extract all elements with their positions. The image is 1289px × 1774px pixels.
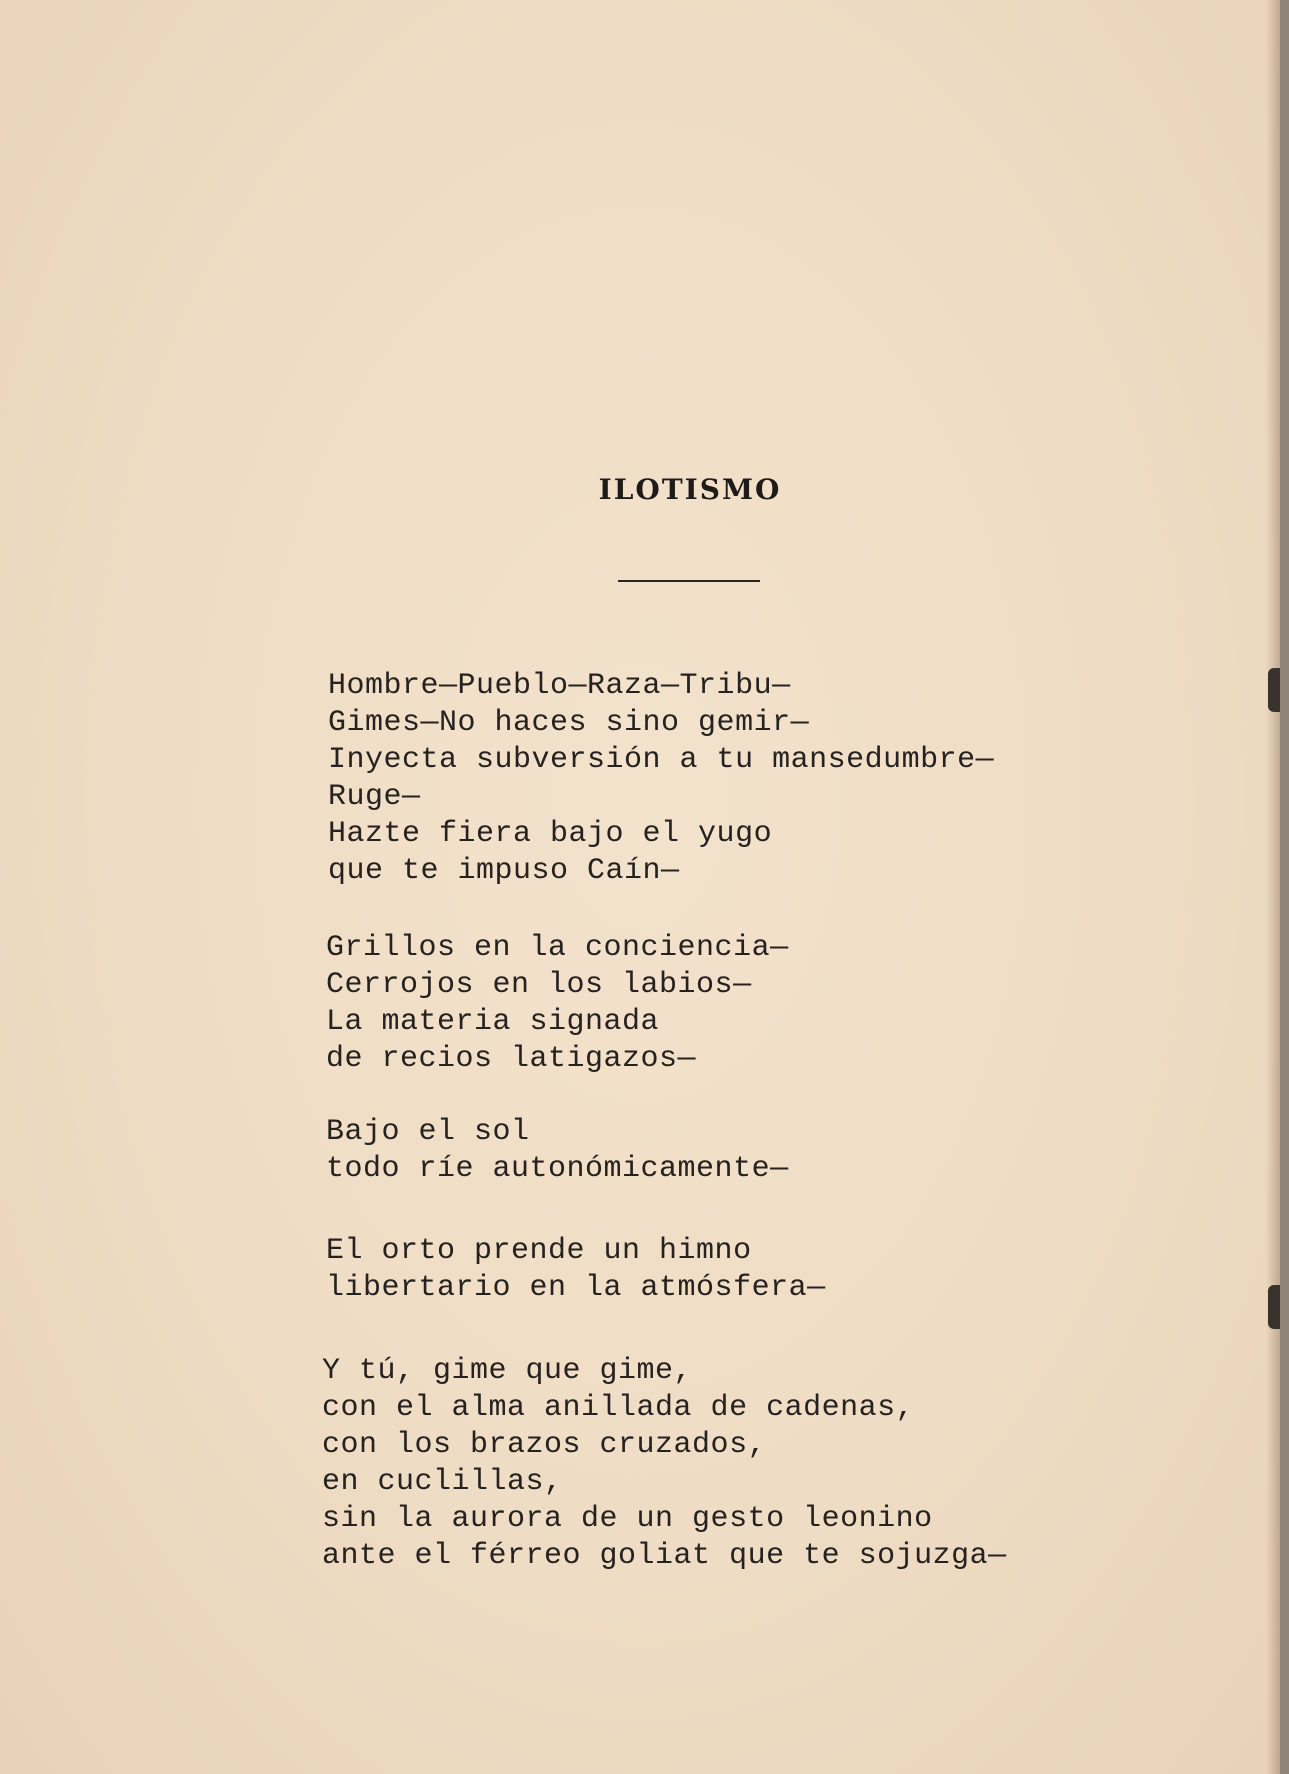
poem-line: con el alma anillada de cadenas, [322, 1391, 915, 1425]
binding-hole-bottom [1268, 1285, 1280, 1329]
poem-line: sin la aurora de un gesto leonino [322, 1502, 933, 1536]
poem-line: Hazte fiera bajo el yugo [328, 817, 773, 851]
poem-line: con los brazos cruzados, [322, 1428, 767, 1462]
poem-line: Grillos en la conciencia— [326, 931, 789, 965]
poem-line: ante el férreo goliat que te sojuzga— [322, 1539, 1007, 1573]
poem-line: que te impuso Caín— [328, 854, 680, 888]
stanza-2 [326, 930, 789, 1078]
page-edge-shadow [1266, 0, 1280, 1774]
stanza-4 [326, 1233, 826, 1307]
poem-line: todo ríe autonómicamente— [326, 1152, 789, 1186]
poem-line: Hombre—Pueblo—Raza—Tribu— [328, 669, 791, 703]
poem-line: libertario en la atmósfera— [326, 1271, 826, 1305]
poem-line: Cerrojos en los labios— [326, 968, 752, 1002]
poem-line: de recios latigazos— [326, 1042, 697, 1076]
poem-line: El orto prende un himno [326, 1234, 752, 1268]
poem-line: Gimes—No haces sino gemir— [328, 706, 810, 740]
poem-line: en cuclillas, [322, 1465, 563, 1499]
stanza-1 [328, 668, 994, 890]
title-divider [618, 580, 760, 582]
poem-line: Inyecta subversión a tu mansedumbre— [328, 743, 995, 777]
poem-line: Bajo el sol [326, 1115, 530, 1149]
poem-title: ILOTISMO [598, 473, 782, 506]
poem-line: Ruge— [328, 780, 421, 814]
stanza-5 [322, 1353, 1007, 1575]
poem-line: Y tú, gime que gime, [322, 1354, 693, 1388]
poem-line: La materia signada [326, 1005, 660, 1039]
stanza-3 [326, 1114, 789, 1188]
binding-hole-top [1268, 668, 1280, 712]
